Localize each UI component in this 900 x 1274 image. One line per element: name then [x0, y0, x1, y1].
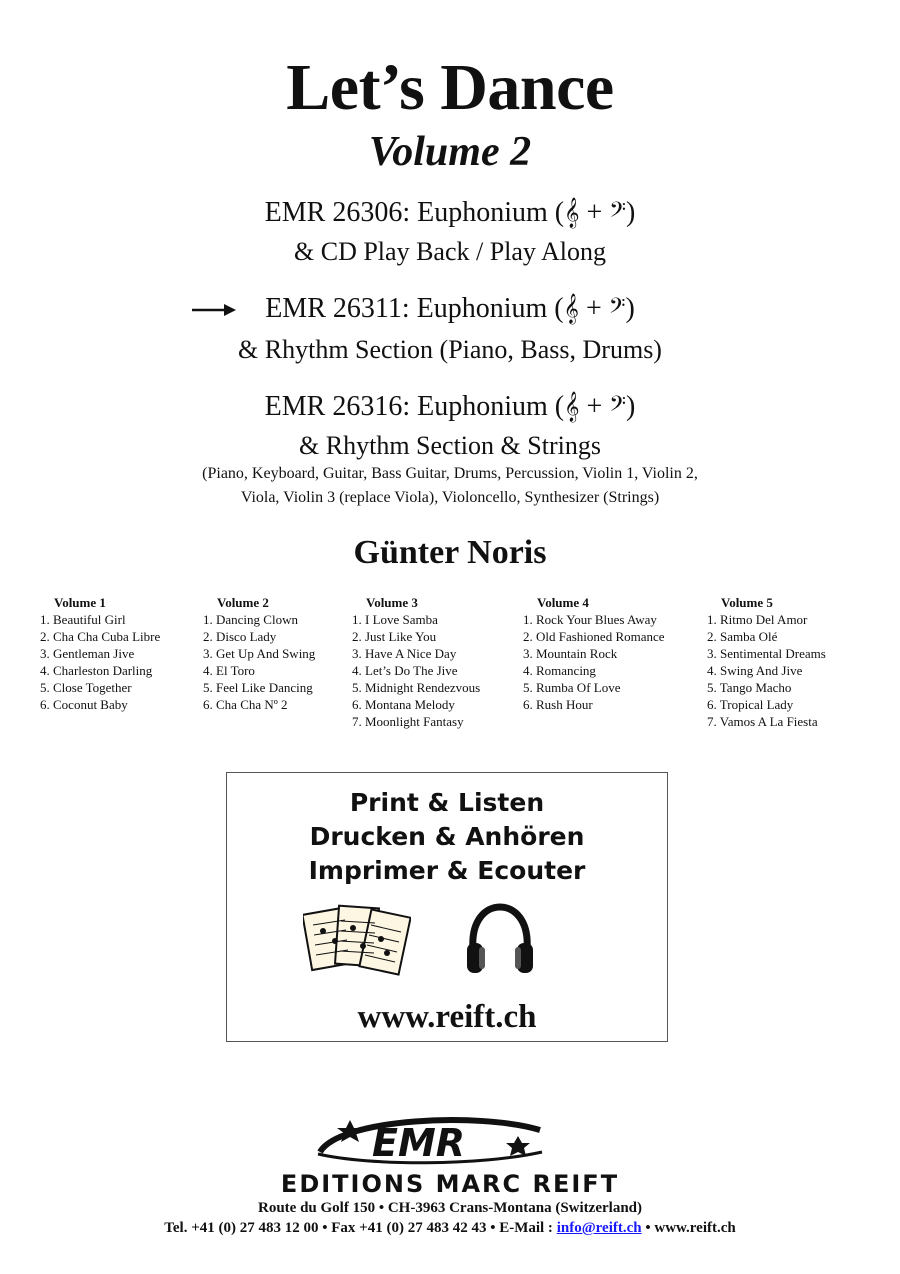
list-item: 3. Sentimental Dreams	[707, 646, 826, 661]
list-item: 5. Feel Like Dancing	[203, 680, 313, 695]
edition-code: EMR 26306: Euphonium	[264, 197, 548, 228]
volume-1-list	[40, 594, 160, 713]
clef-group: (𝄞 + 𝄢)	[554, 197, 636, 228]
list-item: 3. Gentleman Jive	[40, 646, 135, 661]
treble-clef-icon: 𝄞	[564, 392, 580, 422]
email-link[interactable]: info@reift.ch	[556, 1220, 642, 1236]
logo-text: EMR	[372, 1121, 466, 1165]
list-item: 2. Disco Lady	[203, 629, 277, 644]
edition-code: EMR 26316: Euphonium	[264, 391, 548, 422]
volume-2-list	[203, 594, 315, 713]
list-item: 5. Close Together	[40, 680, 132, 695]
treble-clef-icon: 𝄞	[563, 294, 579, 324]
list-item: 4. Charleston Darling	[40, 663, 153, 678]
volume-heading: Volume 3	[366, 595, 418, 610]
list-item: 2. Cha Cha Cuba Libre	[40, 629, 161, 644]
publisher-name: EDITIONS MARC REIFT	[280, 1170, 620, 1198]
list-item: 1. Ritmo Del Amor	[707, 612, 808, 627]
list-item: 3. Have A Nice Day	[352, 646, 457, 661]
tel-fax: Tel. +41 (0) 27 483 12 00 • Fax +41 (0) 27 483 42 43 • E-Mail :	[164, 1220, 557, 1236]
headphones-icon	[465, 901, 535, 979]
page-title: Let’s Dance	[286, 51, 614, 124]
contact-line	[0, 1218, 900, 1238]
volume-heading: Volume 2	[217, 595, 269, 610]
edition-2-description: & Rhythm Section (Piano, Bass, Drums)	[238, 335, 662, 364]
print-listen-en: Print & Listen	[349, 788, 545, 817]
list-item: 5. Tango Macho	[707, 680, 792, 695]
edition-code: EMR 26311: Euphonium	[265, 293, 548, 324]
print-listen-box	[226, 772, 668, 1042]
list-item: 6. Cha Cha Nº 2	[203, 697, 288, 712]
sheet-music-icon	[303, 901, 411, 979]
website-text: • www.reift.ch	[641, 1220, 736, 1236]
clef-group: (𝄞 + 𝄢)	[554, 293, 635, 324]
print-listen-de: Drucken & Anhören	[309, 822, 585, 851]
instrument-list-line-1: (Piano, Keyboard, Guitar, Bass Guitar, Drums, Percussion, Violin 1, Violin 2,	[202, 465, 698, 482]
volume-heading: Volume 4	[537, 595, 589, 610]
edition-1-title	[0, 196, 900, 230]
edition-3-description: & Rhythm Section & Strings	[299, 431, 601, 460]
volume-heading: Volume 1	[54, 595, 106, 610]
bass-clef-icon: 𝄢	[609, 392, 626, 422]
list-item: 1. I Love Samba	[352, 612, 438, 627]
list-item: 1. Dancing Clown	[203, 612, 298, 627]
list-item: 7. Vamos A La Fiesta	[707, 714, 818, 729]
bass-clef-icon: 𝄢	[609, 198, 626, 228]
edition-2-title	[0, 292, 900, 326]
list-item: 2. Just Like You	[352, 629, 437, 644]
list-item: 6. Montana Melody	[352, 697, 455, 712]
treble-clef-icon: 𝄞	[564, 198, 580, 228]
clef-group: (𝄞 + 𝄢)	[554, 391, 636, 422]
list-item: 1. Beautiful Girl	[40, 612, 126, 627]
list-item: 6. Tropical Lady	[707, 697, 794, 712]
website-url[interactable]: www.reift.ch	[357, 999, 537, 1035]
volume-heading: Volume 5	[721, 595, 773, 610]
bass-clef-icon: 𝄢	[608, 294, 626, 324]
print-listen-fr: Imprimer & Ecouter	[308, 856, 586, 885]
edition-3-title	[0, 390, 900, 424]
list-item: 6. Rush Hour	[523, 697, 593, 712]
publisher-address: Route du Golf 150 • CH-3963 Crans-Montana (Switzerland)	[258, 1200, 642, 1216]
list-item: 5. Midnight Rendezvous	[352, 680, 481, 695]
list-item: 3. Get Up And Swing	[203, 646, 316, 661]
list-item: 2. Samba Olé	[707, 629, 778, 644]
instrument-list-line-2: Viola, Violin 3 (replace Viola), Violoncello, Synthesizer (Strings)	[240, 489, 660, 506]
edition-1-description: & CD Play Back / Play Along	[294, 237, 606, 266]
list-item: 1. Rock Your Blues Away	[523, 612, 657, 627]
emr-logo	[310, 1112, 550, 1168]
list-item: 3. Mountain Rock	[523, 646, 618, 661]
volume-5-list	[707, 594, 826, 730]
list-item: 7. Moonlight Fantasy	[352, 714, 464, 729]
volume-4-list	[523, 594, 665, 713]
list-item: 4. El Toro	[203, 663, 255, 678]
list-item: 4. Let’s Do The Jive	[352, 663, 458, 678]
list-item: 4. Swing And Jive	[707, 663, 803, 678]
list-item: 2. Old Fashioned Romance	[523, 629, 665, 644]
composer-name: Günter Noris	[353, 534, 547, 571]
list-item: 4. Romancing	[523, 663, 596, 678]
page-subtitle: Volume 2	[368, 129, 532, 175]
list-item: 6. Coconut Baby	[40, 697, 128, 712]
volume-3-list	[352, 594, 480, 730]
list-item: 5. Rumba Of Love	[523, 680, 621, 695]
